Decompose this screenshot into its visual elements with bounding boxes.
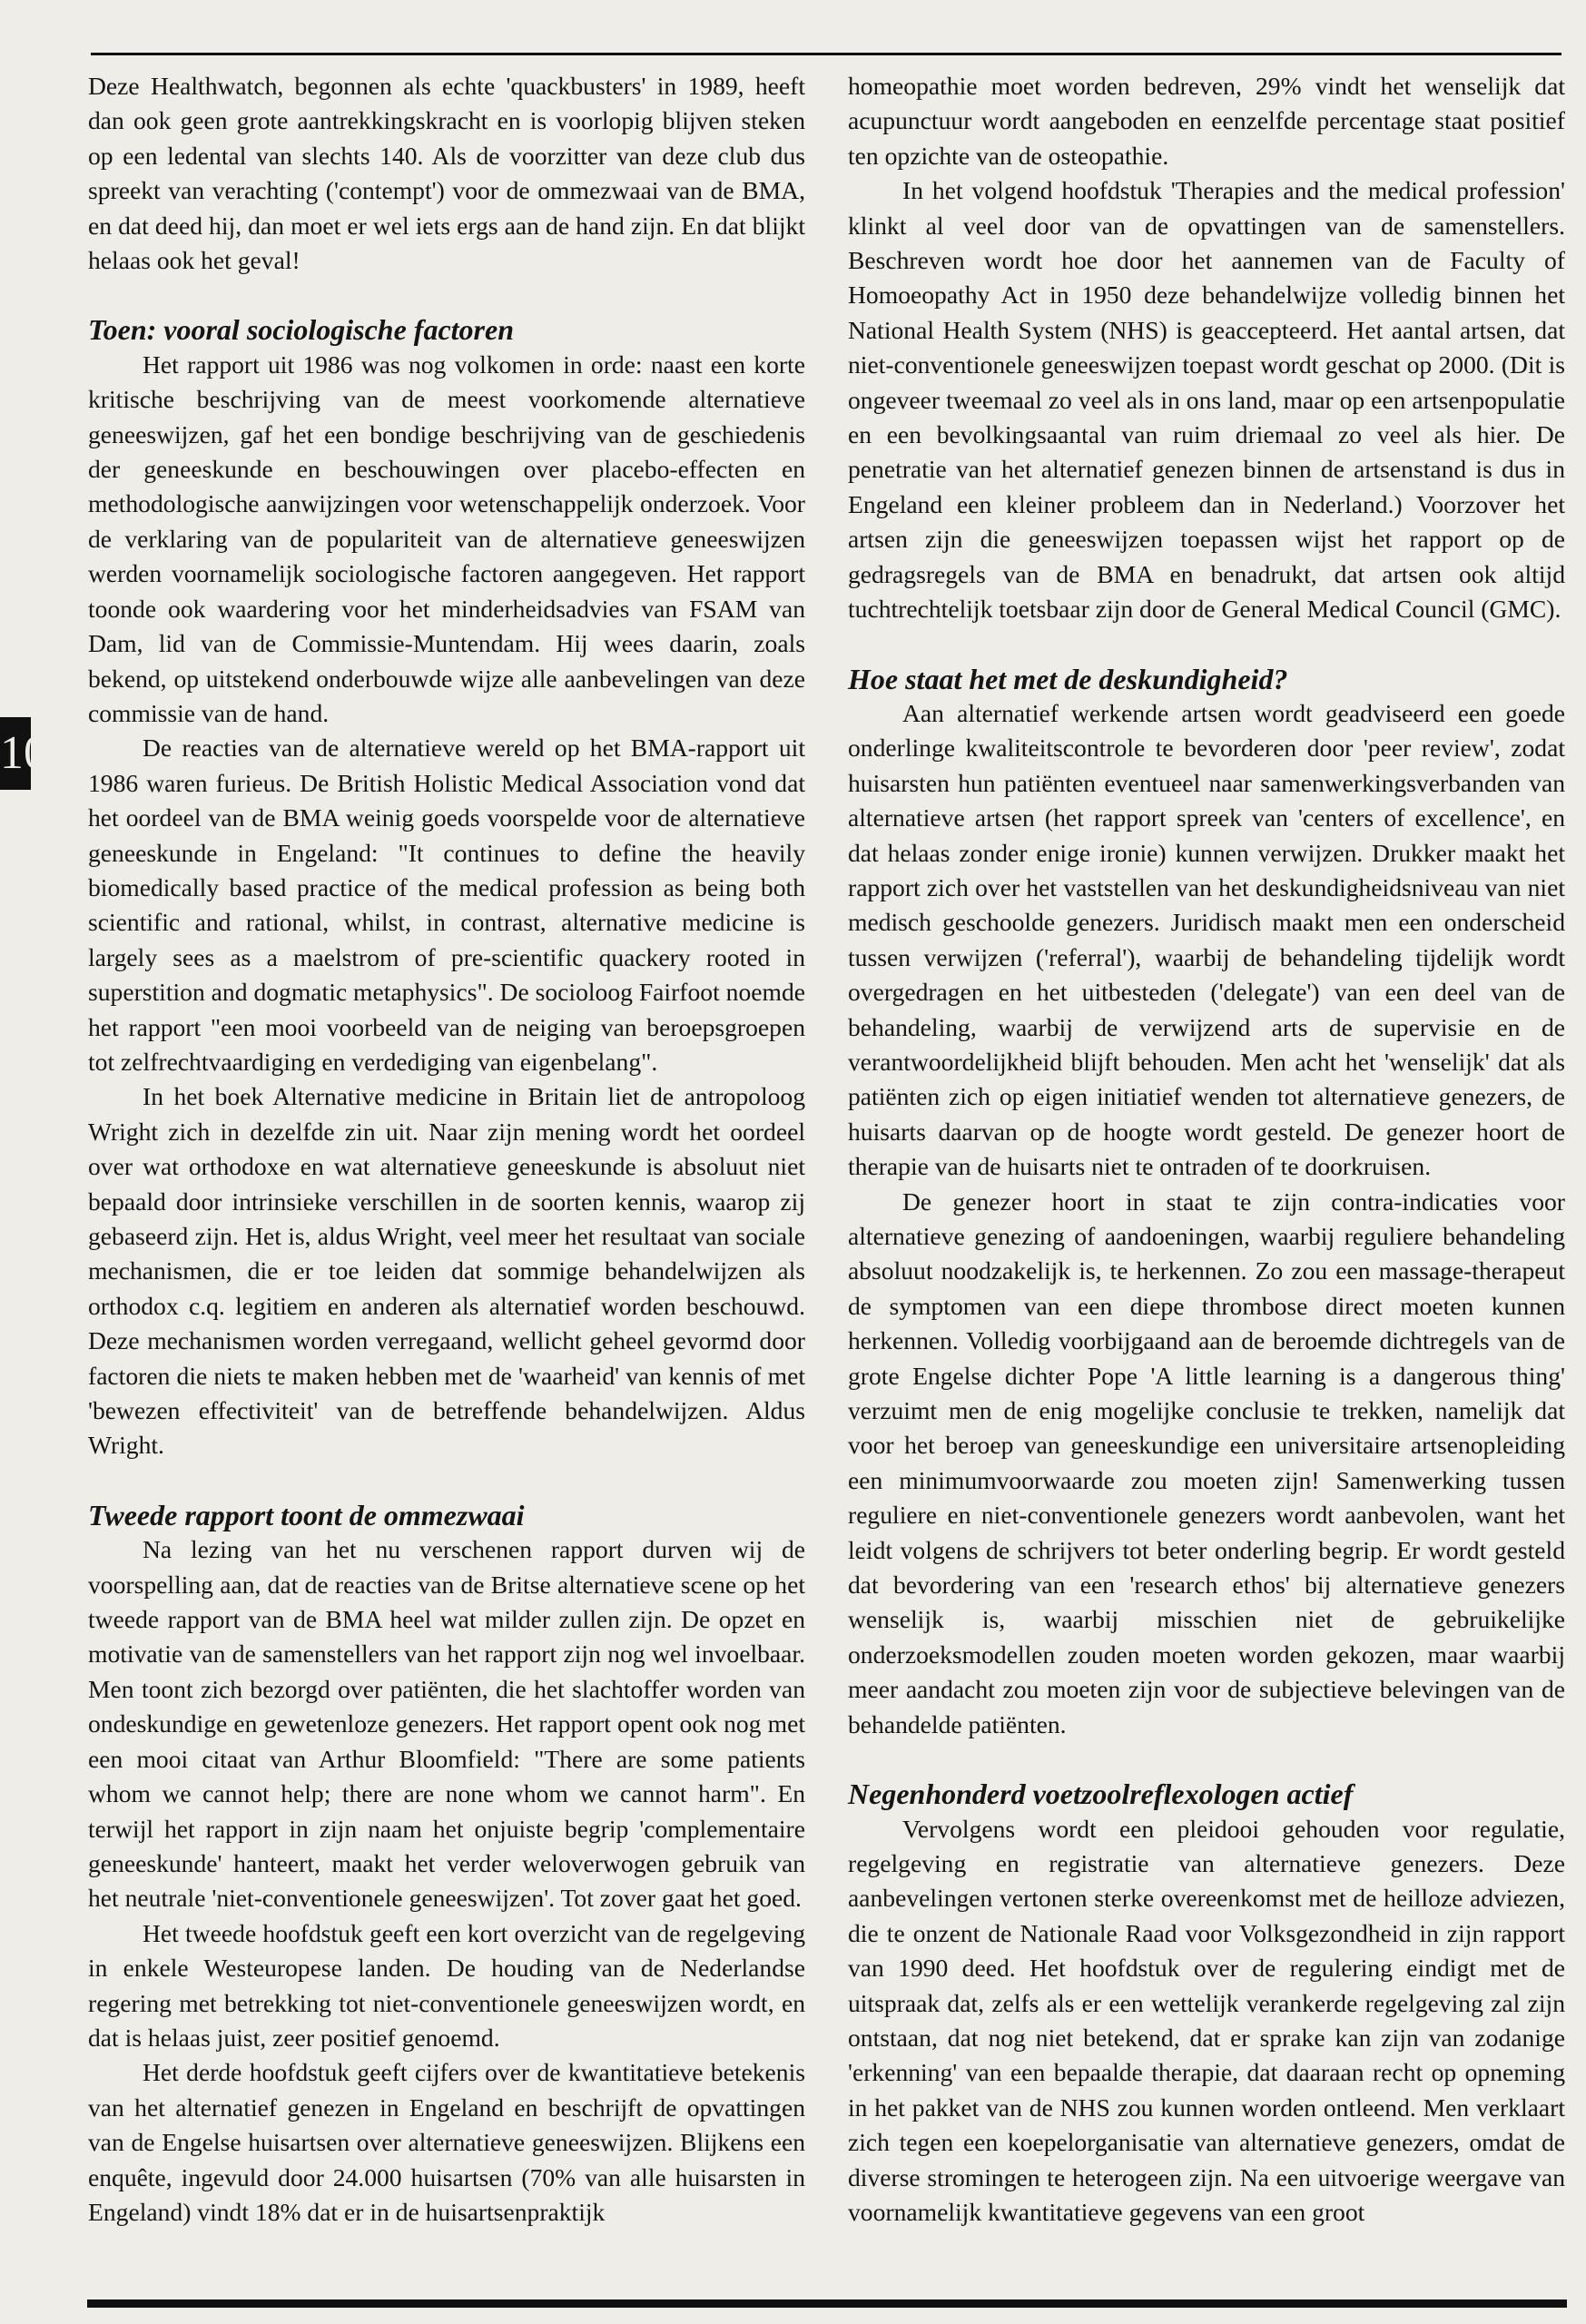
paragraph: Het derde hoofdstuk geeft cijfers over de kwantitatieve betekenis van het alternatief genezen in Engeland en beschrijft de opvattingen van de Engelse huisartsen over alternatieve geneeswijzen. Blijkens een enquête, ingevuld door 24.000 huisartsen (70% van alle huisarsten in Engeland) vindt 18% dat er in de huisartsenpraktijk bbox=[88, 2058, 805, 2226]
left-column bbox=[88, 69, 805, 2230]
section-heading: Tweede rapport toont de ommezwaai bbox=[88, 1498, 525, 1531]
paragraph: homeopathie moet worden bedreven, 29% vindt het wenselijk dat acupunctuur wordt aangeboden en eenzelfde percentage staat positief ten opzichte van de osteopathie. bbox=[848, 72, 1565, 170]
section-heading: Hoe staat het met de deskundigheid? bbox=[848, 662, 1288, 695]
top-rule bbox=[91, 53, 1561, 55]
paragraph: Het rapport uit 1986 was nog volkomen in orde: naast een korte kritische beschrijving van de meest voorkomende alternatieve geneeswijzen, gaf het een bondige beschrijving van de geschiedenis der geneeskunde en beschouwingen over placebo-effecten en methodologische aanwijzingen voor wetenschappelijk onderzoek. Voor de verklaring van de populariteit van de alternatieve geneeswijzen werden voornamelijk sociologische factoren aangegeven. Het rapport toonde ook waardering voor het minderheidsadvies van FSAM van Dam, lid van de Commissie-Muntendam. Hij wees daarin, zoals bekend, op uitstekend onderbouwde wijze alle aanbevelingen van deze commissie van de hand. bbox=[88, 350, 805, 727]
paragraph: De genezer hoort in staat te zijn contra-indicaties voor alternatieve genezing of aandoeningen, waarbij reguliere behandeling absoluut noodzakelijk is, te herkennen. Zo zou een massage-therapeut de symptomen van een diepe thrombose direct moeten kunnen herkennen. Volledig voorbijgaand aan de beroemde dichtregels van de grote Engelse dichter Pope 'A little learning is a dangerous thing' verzuimt men de enig mogelijke conclusie te trekken, namelijk dat voor het beroep van geneeskundige een universitaire artsenopleiding een minimumvoorwaarde zou moeten zijn! Samenwerking tussen reguliere en niet-conventionele genezers wordt aanbevolen, want het leidt volgens de schrijvers tot beter onderling begrip. Er wordt gesteld dat bevordering van een 'research ethos' bij alternatieve genezers wenselijk is, waarbij misschien niet de gebruikelijke onderzoeksmodellen zouden moeten worden gekozen, maar waarbij meer aandacht zou moeten zijn voor de subjectieve belevingen van de behandelde patiënten. bbox=[848, 1187, 1565, 1738]
right-column bbox=[848, 69, 1565, 2230]
paragraph: De reacties van de alternatieve wereld op het BMA-rapport uit 1986 waren furieus. De British Holistic Medical Association vond dat het oordeel van de BMA weinig goeds voorspelde voor de alternatieve geneeskunde in Engeland: "It continues to define the heavily biomedically based practice of the medical profession as being both scientific and rational, whilst, in contrast, alternative medicine is largely sees as a maelstrom of pre-scientific quackery rooted in superstition and dogmatic metaphysics". De socioloog Fairfoot noemde het rapport "een mooi voorbeeld van de neiging van beroepsgroepen tot zelfrechtvaardiging en verdediging van eigenbelang". bbox=[88, 734, 805, 1076]
paragraph: Het tweede hoofdstuk geeft een kort overzicht van de regelgeving in enkele Westeuropese landen. De houding van de Nederlandse regering met betrekking tot niet-conventionele geneeswijzen wordt, en dat is helaas juist, zeer positief genoemd. bbox=[88, 1918, 805, 2052]
section-heading: Negenhonderd voetzoolreflexologen actief bbox=[848, 1777, 1354, 1811]
paragraph: Aan alternatief werkende artsen wordt geadviseerd een goede onderlinge kwaliteitscontrole te bevorderen door 'peer review', zodat huisarsten hun patiënten eventueel naar samenwerkingsverbanden van alternatieve artsen (het rapport spreek van 'centers of excellence', en dat helaas zonder enige ironie) kunnen verwijzen. Drukker maakt het rapport zich over het vaststellen van het deskundigheidsniveau van niet medisch geschoolde genezers. Juridisch maakt men een onderscheid tussen verwijzen ('referral'), waarbij de behandeling tijdelijk wordt overgedragen en het uitbesteden ('delegate') van een deel van de behandeling, waarbij de verwijzend arts de supervisie en de verantwoordelijkheid blijft behouden. Men acht het 'wenselijk' dat als patiënten zich op eigen initiatief wenden tot alternatieve genezers, de huisarts daarvan op de hoogte wordt gesteld. De genezer hoort de therapie van de huisarts niet te ontraden of te doorkruisen. bbox=[848, 698, 1565, 1181]
bottom-rule bbox=[87, 2299, 1567, 2308]
paragraph: Na lezing van het nu verschenen rapport durven wij de voorspelling aan, dat de reacties van de Britse alternatieve scene op het tweede rapport van de BMA heel wat milder zullen zijn. De opzet en motivatie van de samenstellers van het rapport zijn nog wel invoelbaar. Men toont zich bezorgd over patiënten, die het slachtoffer worden van ondeskundige en gewetenloze genezers. Het rapport opent ook nog met een mooi citaat van Arthur Bloomfield: "There are some patients whom we cannot help; there are none whom we cannot harm". En terwijl het rapport in zijn naam het onjuiste begrip 'complementaire geneeskunde' hanteert, maakt het verder weloverwogen gebruik van het neutrale 'niet-conventionele geneeswijzen'. Tot zover gaat het goed. bbox=[88, 1535, 805, 1913]
page-number-tab: 10 bbox=[0, 717, 31, 790]
paragraph: Vervolgens wordt een pleidooi gehouden voor regulatie, regelgeving en registratie van alternatieve genezers. Deze aanbevelingen vertonen sterke overeenkomst met de heilloze adviezen, die te onzent de Nationale Raad voor Volksgezondheid in zijn rapport van 1990 deed. Het hoofdstuk over de regulering eindigt met de uitspraak dat, zelfs als er een wettelijk verankerde regelgeving zal zijn ontstaan, dat nog niet betekend, dat er sprake kan zijn van zodanige 'erkenning' van een bepaalde therapie, dat daaraan recht op opneming in het pakket van de NHS zou kunnen worden ontleend. Men verklaart zich tegen een koepelorganisatie van alternatieve genezers, omdat de diverse stromingen te heterogeen zijn. Na een uitvoerige weergave van voornamelijk kwantitatieve gegevens van een groot bbox=[848, 1814, 1565, 2226]
paragraph: In het boek Alternative medicine in Britain liet de antropoloog Wright zich in dezelfde zin uit. Naar zijn mening wordt het oordeel over wat orthodoxe en wat alternatieve geneeskunde is absoluut niet bepaald door intrinsieke verschillen in de soorten kennis, waarop zij gebaseerd zijn. Het is, aldus Wright, veel meer het resultaat van sociale mechanismen, die er toe leiden dat sommige behandelwijzen als orthodox c.q. legitiem en anderen als alternatief worden beschouwd. Deze mechanismen worden verregaand, wellicht geheel gevormd door factoren die niets te maken hebben met de 'waarheid' van kennis of met 'bewezen effectiviteit' van de betreffende behandelwijzen. Aldus Wright. bbox=[88, 1082, 805, 1460]
paragraph: Deze Healthwatch, begonnen als echte 'quackbusters' in 1989, heeft dan ook geen grote aantrekkingskracht en is voorlopig blijven steken op een ledental van slechts 140. Als de voorzitter van deze club dus spreekt van verachting ('contempt') voor de ommezwaai van de BMA, en dat deed hij, dan moet er wel iets ergs aan de hand zijn. En dat blijkt helaas ook het geval! bbox=[88, 72, 805, 275]
section-heading: Toen: vooral sociologische factoren bbox=[88, 313, 514, 347]
paragraph: In het volgend hoofdstuk 'Therapies and the medical profession' klinkt al veel door van de opvattingen van de samenstellers. Beschreven wordt hoe door het aannemen van de Faculty of Homoeopathy Act in 1950 deze behandelwijze volledig binnen het National Health System (NHS) is geaccepteerd. Het aantal artsen, dat niet-conventionele geneeswijzen toepast wordt geschat op 2000. (Dit is ongeveer tweemaal zo veel als in ons land, maar op een artsenpopulatie en een bevolkingsaantal van ruim driemaal zo veel als hier. De penetratie van het alternatief genezen binnen de artsenstand is dus in Engeland een kleiner probleem dan in Nederland.) Voorzover het artsen zijn die geneeswijzen toepassen wijst het rapport op de gedragsregels van de BMA en benadrukt, dat artsen ook altijd tuchtrechtelijk toetsbaar zijn door de General Medical Council (GMC). bbox=[848, 176, 1565, 624]
